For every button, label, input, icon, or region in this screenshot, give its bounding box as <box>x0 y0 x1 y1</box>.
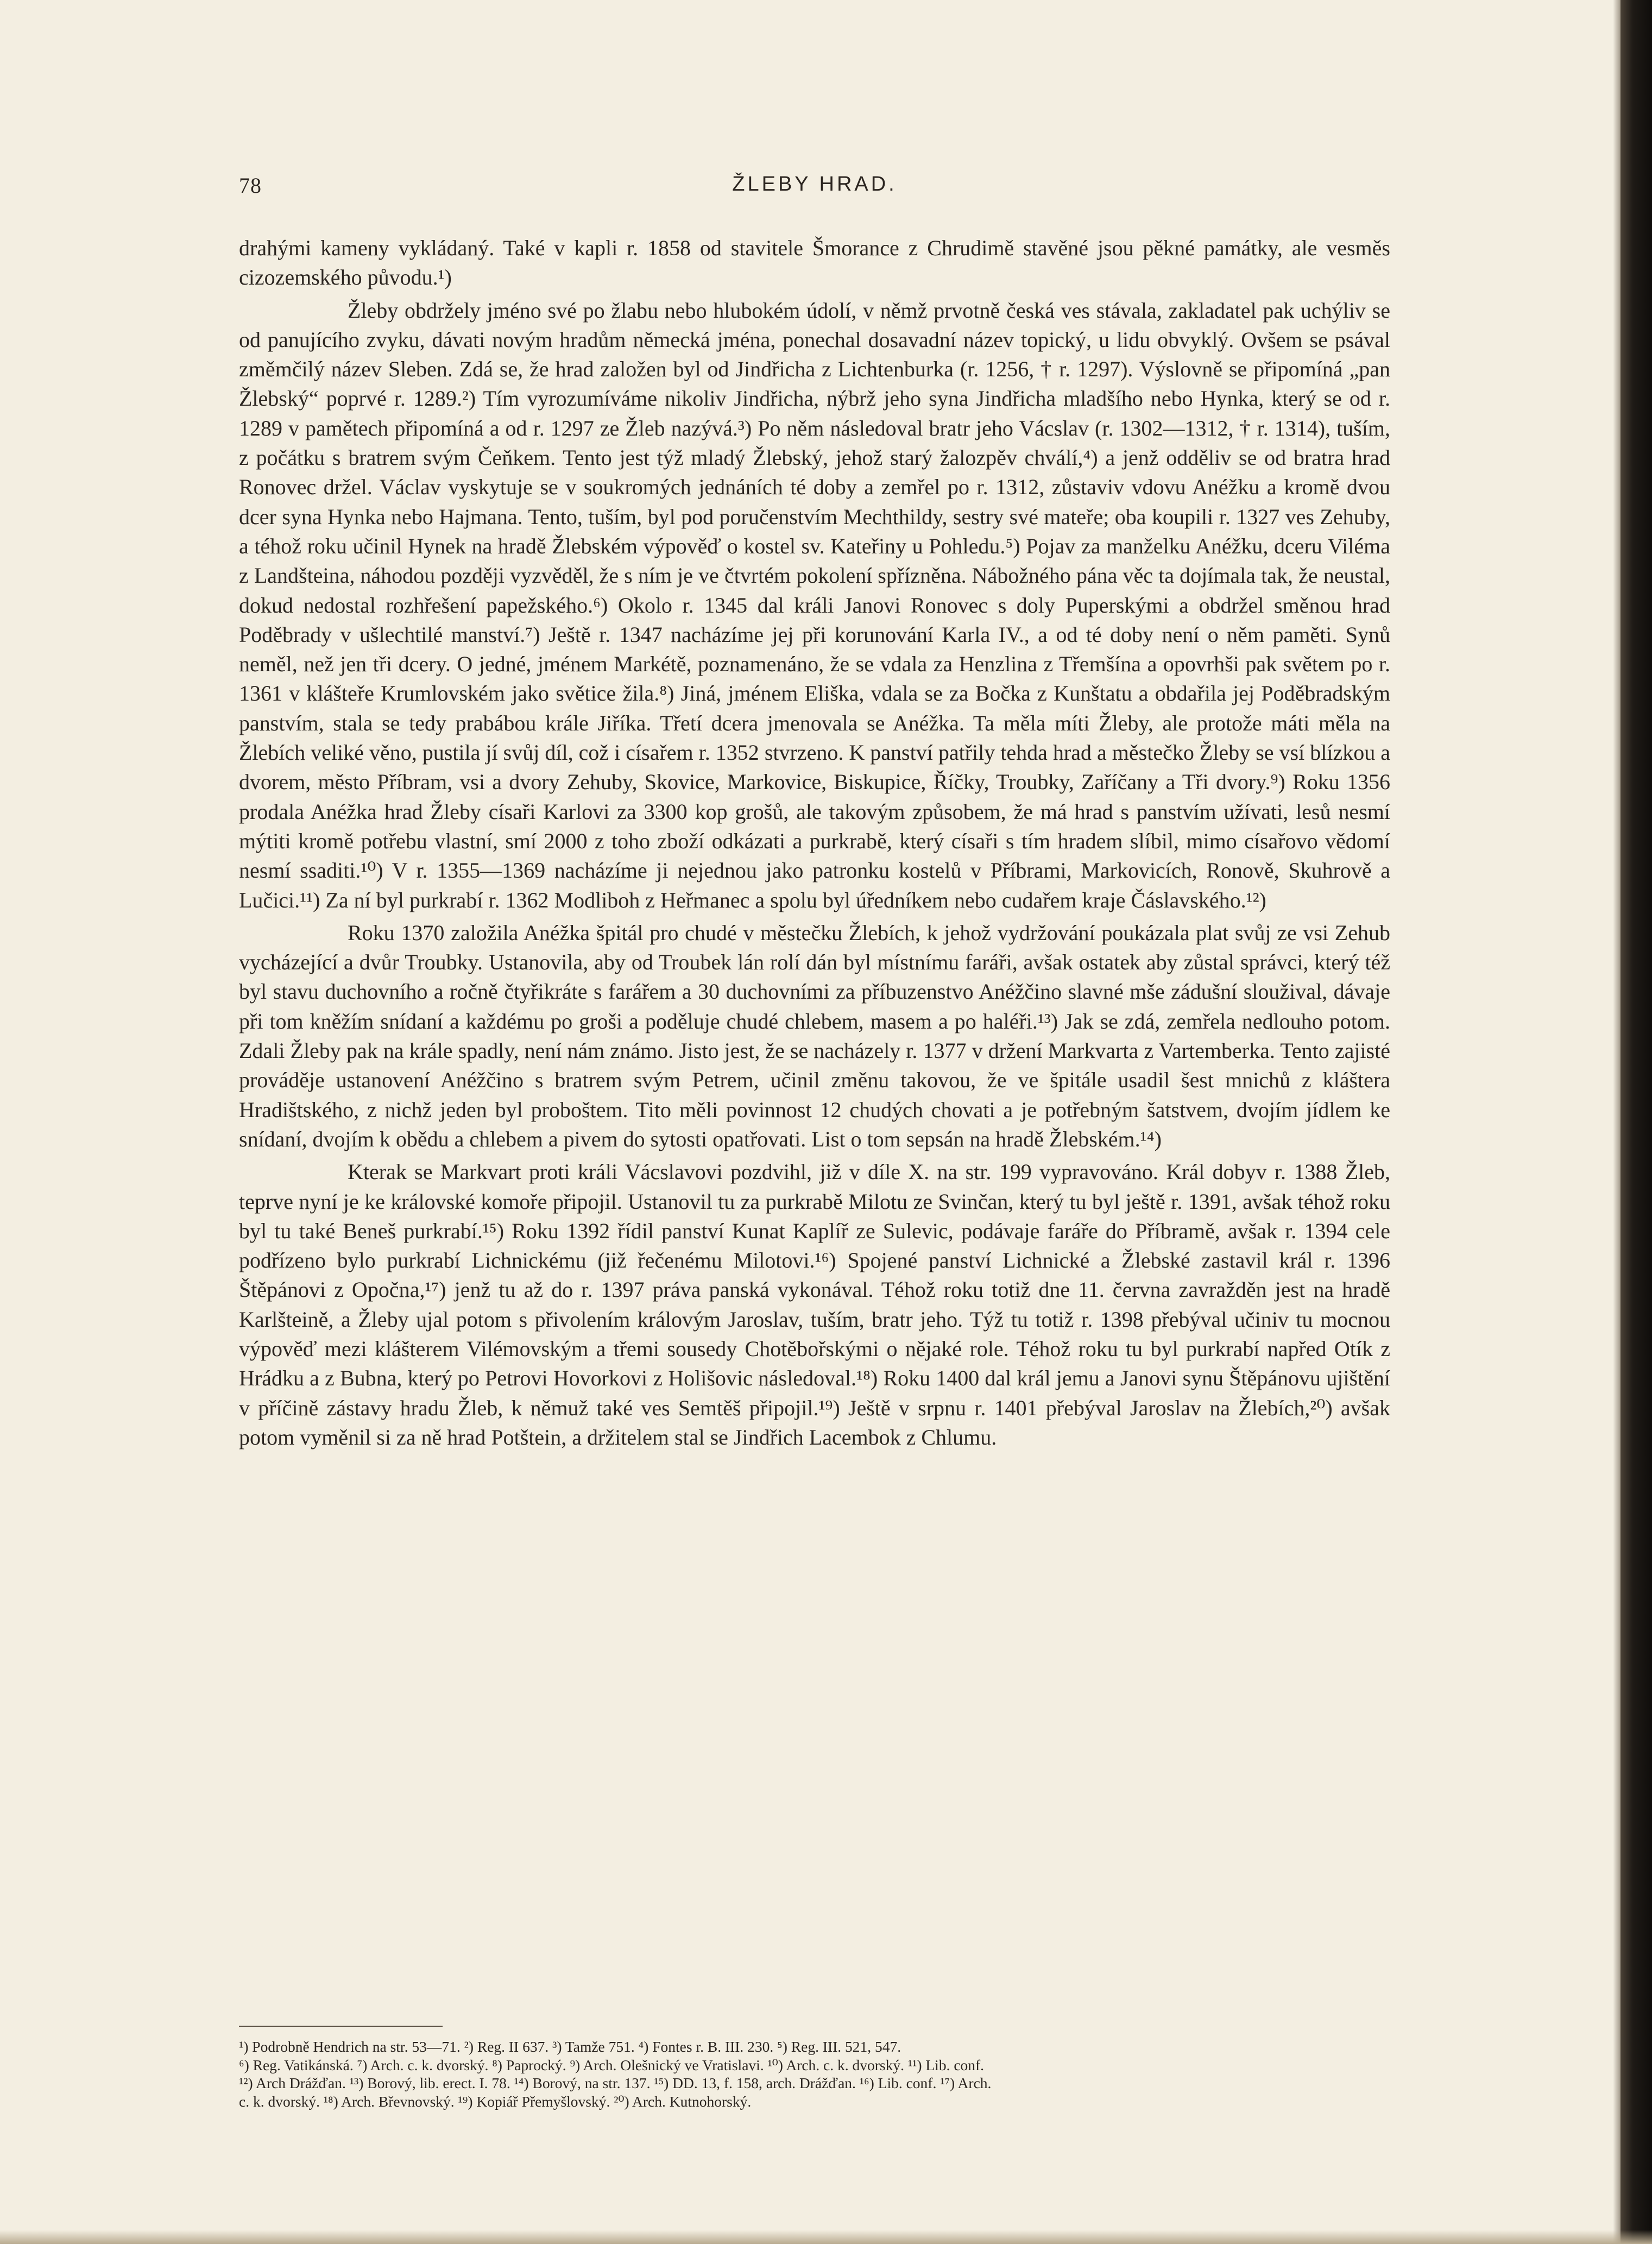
footnote-line: ⁶) Reg. Vatikánská. ⁷) Arch. c. k. dvorský. ⁸) Paprocký. ⁹) Arch. Olešnický ve Vratislavi. ¹⁰) Arch. c. k. dvorský. ¹¹) Lib. conf. <box>239 2056 985 2073</box>
footnote-line: c. k. dvorský. ¹⁸) Arch. Břevnovský. ¹⁹) Kopiář Přemyšlovský. ²⁰) Arch. Kutnohorský. <box>239 2092 752 2110</box>
page-number: 78 <box>239 173 262 198</box>
page-gutter-shadow <box>1613 0 1621 2244</box>
page-edge <box>1621 0 1652 2244</box>
paragraph-markvart: Kterak se Markvart proti králi Vácslavovi pozdvihl, již v díle X. na str. 199 vypravováno. Král dobyv r. 1388 Žleb, teprve nyní je ke královské komoře připojil. Ustanovil tu za purkrabě Milotu ze Svinčan, který tu byl ještě r. 1391, avšak téhož roku byl tu také Beneš purkrabí.¹⁵) Roku 1392 řídil panství Kunat Kaplíř ze Sulevic, podávaje faráře do Příbramě, avšak r. 1394 cele podřízeno bylo purkrabí Lichnickému (již řečenému Milotovi.¹⁶) Spojené panství Lichnické a Žlebské zastavil král r. 1396 Štěpánovi z Opočna,¹⁷) jenž tu až do r. 1397 práva panská vykonával. Téhož roku totiž dne 11. června zavražděn jest na hradě Karlšteině, a Žleby ujal potom s přivolením královým Jaroslav, tuším, bratr jeho. Týž tu totiž r. 1398 přebýval učiniv tu mocnou výpověď mezi klášterem Vilémovským a třemi sousedy Chotěbořskými o nějaké role. Téhož roku tu byl purkrabí napřed Otík z Hrádku a z Bubna, který po Petrovi Hovorkovi z Holišovic následoval.¹⁸) Roku 1400 dal král jemu a Janovi synu Štěpánovu ujištění v příčině zástavy hradu Žleb, k němuž také ves Semtěš připojil.¹⁹) Ještě v srpnu r. 1401 přebýval Jaroslav na Žlebích,²⁰) avšak potom vyměnil si za ně hrad Potštein, a držitelem stal se Jindřich Lacembok z Chlumu. <box>239 1159 1390 1449</box>
paragraph-continued: drahými kameny vykládaný. Také v kapli r. 1858 od stavitele Šmorance z Chrudimě stavěné jsou pěkné památky, ale vesměs cizozemského původu.¹) <box>239 236 1390 290</box>
footnote-line: ¹²) Arch Drážďan. ¹³) Borový, lib. erect. I. 78. ¹⁴) Borový, na str. 137. ¹⁵) DD. 13, f. 158, arch. Drážďan. ¹⁶) Lib. conf. ¹⁷) Arch. <box>239 2075 992 2091</box>
footnote-divider <box>239 2026 443 2027</box>
paragraph-zleby-history: Žleby obdržely jméno své po žlabu nebo hlubokém údolí, v němž prvotně česká ves stávala, zakladatel pak uchýliv se od panujícího zvyku, dávati novým hradům německá jména, ponechal dosavadní název topický, u lidu obvyklý. Ovšem se psával změmčilý název Sleben. Zdá se, že hrad založen byl od Jindřicha z Lichtenburka (r. 1256, † r. 1297). Výslovně se připomíná „pan Žlebský“ poprvé r. 1289.²) Tím vyrozumíváme nikoliv Jindřicha, nýbrž jeho syna Jindřicha mladšího nebo Hynka, který se od r. 1289 v pamětech připomíná a od r. 1297 ze Žleb nazývá.³) Po něm následoval bratr jeho Vácslav (r. 1302—1312, † r. 1314), tuším, z počátku s bratrem svým Čeňkem. Tento jest týž mladý Žlebský, jehož starý žalozpěv chválí,⁴) a jenž odděliv se od bratra hrad Ronovec držel. Václav vyskytuje se v soukromých jednáních té doby a zemřel po r. 1312, zůstaviv vdovu Anéžku a kromě dvou dcer syna Hynka nebo Hajmana. Tento, tuším, byl pod poručenstvím Mechthildy, sestry své mateře; oba koupili r. 1327 ves Zehuby, a téhož roku učinil Hynek na hradě Žlebském výpověď o kostel sv. Kateřiny u Pohledu.⁵) Pojav za manželku Anéžku, dceru Viléma z Landšteina, náhodou později vyzvěděl, že s ním je ve čtvrtém pokolení spřízněna. Nábožného pána věc ta dojímala tak, že neustal, dokud nedostal rozhřešení papežského.⁶) Okolo r. 1345 dal králi Janovi Ronovec s doly Puperskými a obdržel směnou hrad Poděbrady v ušlechtilé manství.⁷) Ještě r. 1347 nacházíme jej při korunování Karla IV., a od té doby není o něm paměti. Synů neměl, než jen tři dcery. O jedné, jménem Markétě, poznamenáno, že se vdala za Henzlina z Třemšína a opovrhši pak světem po r. 1361 v klášteře Krumlovském jako světice žila.⁸) Jiná, jménem Eliška, vdala se za Bočka z Kunštatu a obdařila jej Poděbradským panstvím, stala se tedy prabábou krále Jiříka. Třetí dcera jmenovala se Anéžka. Ta měla míti Žleby, ale protože máti měla na Žlebích veliké věno, pustila jí svůj díl, což i císařem r. 1352 stvrzeno. K panství patřily tehda hrad a městečko Žleby se vsí blízkou a dvorem, město Příbram, vsi a dvory Zehuby, Skovice, Markovice, Biskupice, Říčky, Troubky, Zaříčany a Tři dvory.⁹) Roku 1356 prodala Anéžka hrad Žleby císaři Karlovi za 3300 kop grošů, ale takovým způsobem, že má hrad s panstvím užívati, lesů nesmí mýtiti kromě potřebu vlastní, smí 2000 z toho zboží odkázati a purkrabě, který císaři s tím hradem slíbil, mimo císařovo vědomí nesmí ssaditi.¹⁰) V r. 1355—1369 nacházíme ji nejednou jako patronku kostelů v Příbrami, Markovicích, Ronově, Skuhrově a Lučici.¹¹) Za ní byl purkrabí r. 1362 Modliboh z Heřmanec a spolu byl úředníkem nebo cudařem kraje Čáslavského.¹²) <box>239 298 1390 912</box>
footnotes <box>239 2038 1390 2110</box>
running-header <box>239 173 1390 203</box>
footnote-line: ¹) Podrobně Hendrich na str. 53—71. ²) Reg. II 637. ³) Tamže 751. ⁴) Fontes r. B. III. 230. ⁵) Reg. III. 521, 547. <box>239 2038 901 2055</box>
body-text <box>239 234 1390 1455</box>
paragraph-spital: Roku 1370 založila Anéžka špitál pro chudé v městečku Žlebích, k jehož vydržování poukázala plat svůj ze vsi Zehub vycházející a dvůr Troubky. Ustanovila, aby od Troubek lán rolí dán byl místnímu faráři, avšak ostatek aby zůstal správci, který též byl stavu duchovního a ročně čtyřikráte s farářem a 30 duchovními za příbuzenstvo Anéžčino slavné mše zádušní sloužival, dávaje při tom kněžím snídaní a každému po groši a poděluje chudé chlebem, masem a po haléři.¹³) Jak se zdá, zemřela nedlouho potom. Zdali Žleby pak na krále spadly, není nám známo. Jisto jest, že se nacházely r. 1377 v držení Markvarta z Vartemberka. Tento zajisté prováděje ustanovení Anéžčino s bratrem svým Petrem, učinil změnu takovou, že ve špitále usadil šest mnichů z kláštera Hradištského, z nichž jeden byl proboštem. Tito měli povinnost 12 chudých chovati a je potřebným šatstvem, dvojím jídlem ke snídaní, dvojím k obědu a chlebem a pivem do sytosti opatřovati. List o tom sepsán na hradě Žlebském.¹⁴) <box>239 920 1390 1151</box>
running-title: ŽLEBY HRAD. <box>732 173 897 196</box>
page-bottom-edge <box>0 2230 1652 2244</box>
